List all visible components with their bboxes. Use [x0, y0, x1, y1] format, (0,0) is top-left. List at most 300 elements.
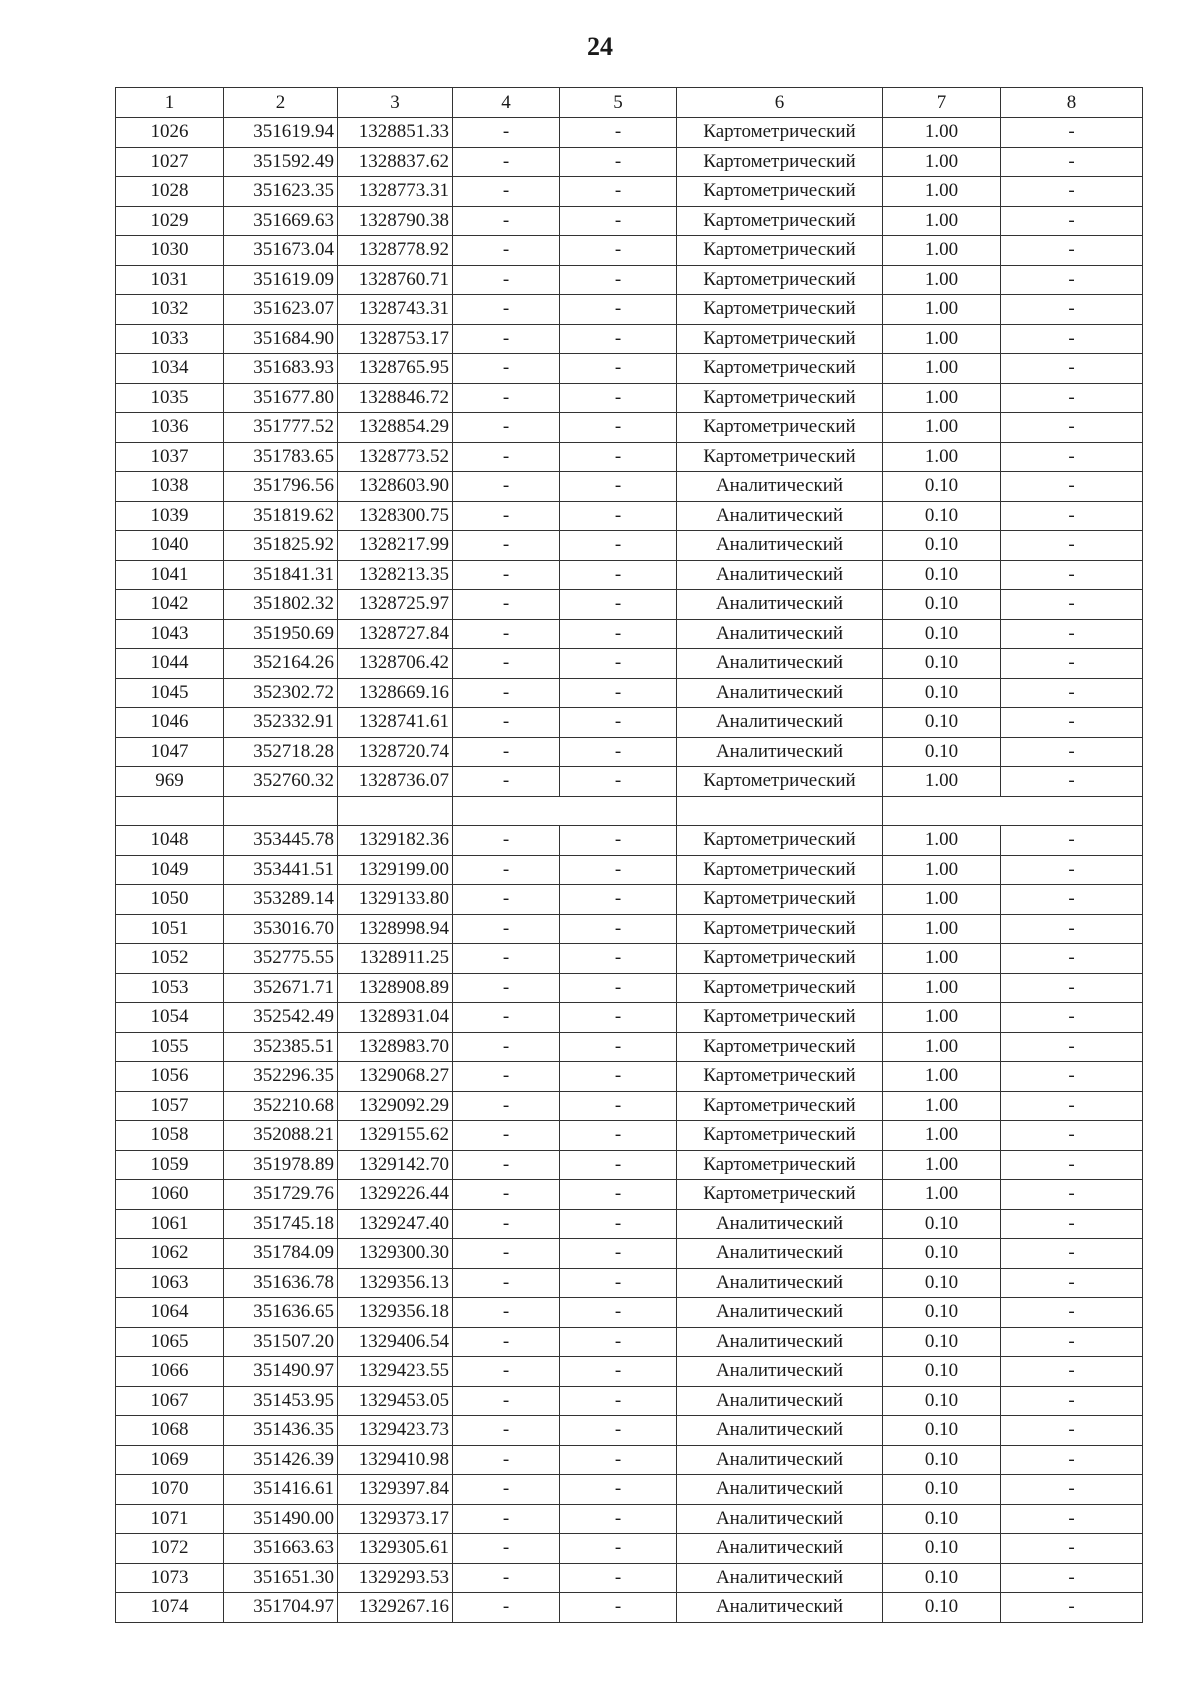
table-cell: - — [453, 560, 560, 590]
table-cell: Картометрический — [677, 147, 883, 177]
table-cell: 351784.09 — [224, 1239, 338, 1269]
table-cell: - — [1001, 1357, 1143, 1387]
table-cell: 1046 — [116, 708, 224, 738]
table-cell: 1329142.70 — [338, 1150, 453, 1180]
table-cell: 1329356.18 — [338, 1298, 453, 1328]
table-cell: 1.00 — [883, 1121, 1001, 1151]
table-cell: 1.00 — [883, 1091, 1001, 1121]
table-cell: 1070 — [116, 1475, 224, 1505]
table-cell — [116, 796, 224, 826]
table-cell: - — [453, 1091, 560, 1121]
column-header: 7 — [883, 88, 1001, 118]
table-cell: - — [453, 649, 560, 679]
table-cell: 1.00 — [883, 324, 1001, 354]
table-cell: 1054 — [116, 1003, 224, 1033]
table-cell: 1030 — [116, 236, 224, 266]
table-cell: 1.00 — [883, 118, 1001, 148]
table-cell: - — [560, 914, 677, 944]
column-header: 1 — [116, 88, 224, 118]
table-cell: - — [560, 1298, 677, 1328]
table-cell: - — [453, 147, 560, 177]
table-cell: - — [1001, 1563, 1143, 1593]
table-cell: 1059 — [116, 1150, 224, 1180]
table-cell: - — [1001, 442, 1143, 472]
table-cell: 1036 — [116, 413, 224, 443]
table-cell: 351673.04 — [224, 236, 338, 266]
table-cell: 1031 — [116, 265, 224, 295]
table-cell: 1.00 — [883, 1150, 1001, 1180]
table-cell: 1.00 — [883, 1003, 1001, 1033]
table-cell: - — [1001, 531, 1143, 561]
table-row — [116, 1209, 1143, 1239]
table-cell: 1329423.55 — [338, 1357, 453, 1387]
table-cell: Аналитический — [677, 708, 883, 738]
table-cell: - — [1001, 1150, 1143, 1180]
table-row — [116, 678, 1143, 708]
table-cell: 1062 — [116, 1239, 224, 1269]
table-cell: 1328753.17 — [338, 324, 453, 354]
table-cell: Картометрический — [677, 973, 883, 1003]
table-cell: 352775.55 — [224, 944, 338, 974]
table-cell: - — [1001, 206, 1143, 236]
table-cell: - — [453, 1357, 560, 1387]
table-row — [116, 236, 1143, 266]
table-row — [116, 708, 1143, 738]
table-cell: - — [560, 501, 677, 531]
table-cell: - — [453, 295, 560, 325]
table-row — [116, 973, 1143, 1003]
table-cell: 1328773.31 — [338, 177, 453, 207]
table-cell: 0.10 — [883, 472, 1001, 502]
table-cell: - — [453, 354, 560, 384]
table-cell: 1037 — [116, 442, 224, 472]
column-header: 3 — [338, 88, 453, 118]
table-cell: 0.10 — [883, 1563, 1001, 1593]
table-cell: Аналитический — [677, 619, 883, 649]
table-cell: - — [453, 442, 560, 472]
table-cell: - — [1001, 236, 1143, 266]
table-cell: - — [453, 1062, 560, 1092]
table-cell: - — [1001, 649, 1143, 679]
table-cell: 1069 — [116, 1445, 224, 1475]
table-cell: 1329199.00 — [338, 855, 453, 885]
table-cell: - — [1001, 1268, 1143, 1298]
table-row — [116, 1386, 1143, 1416]
table-cell: 1034 — [116, 354, 224, 384]
table-cell: 0.10 — [883, 590, 1001, 620]
table-cell: 351729.76 — [224, 1180, 338, 1210]
column-header: 5 — [560, 88, 677, 118]
table-row — [116, 118, 1143, 148]
table-cell: Аналитический — [677, 678, 883, 708]
table-cell: 351777.52 — [224, 413, 338, 443]
table-cell: - — [1001, 265, 1143, 295]
column-header: 8 — [1001, 88, 1143, 118]
table-cell: Картометрический — [677, 914, 883, 944]
table-cell: - — [1001, 590, 1143, 620]
table-cell: - — [1001, 737, 1143, 767]
table-cell: 0.10 — [883, 1327, 1001, 1357]
table-cell: - — [560, 885, 677, 915]
table-cell: - — [1001, 708, 1143, 738]
table-cell: - — [453, 1386, 560, 1416]
table-row — [116, 1593, 1143, 1623]
table-cell: - — [560, 324, 677, 354]
table-cell: 1033 — [116, 324, 224, 354]
table-cell: - — [1001, 1593, 1143, 1623]
table-cell: 1.00 — [883, 354, 1001, 384]
table-row — [116, 914, 1143, 944]
table-cell: 1329356.13 — [338, 1268, 453, 1298]
table-cell: 1328669.16 — [338, 678, 453, 708]
table-cell: - — [560, 265, 677, 295]
table-cell — [677, 796, 883, 826]
table-cell: 1.00 — [883, 855, 1001, 885]
coordinates-table — [115, 87, 1143, 1623]
table-cell: - — [560, 472, 677, 502]
table-cell: 1328743.31 — [338, 295, 453, 325]
table-cell: 1328603.90 — [338, 472, 453, 502]
table-cell: - — [453, 855, 560, 885]
table-row — [116, 295, 1143, 325]
table-cell: 1043 — [116, 619, 224, 649]
table-cell: - — [1001, 619, 1143, 649]
page-number: 24 — [587, 32, 613, 61]
table-cell: - — [1001, 885, 1143, 915]
table-cell: 0.10 — [883, 1386, 1001, 1416]
table-cell: Аналитический — [677, 737, 883, 767]
table-cell: 1040 — [116, 531, 224, 561]
table-cell: - — [453, 1003, 560, 1033]
table-row — [116, 442, 1143, 472]
table-cell: 0.10 — [883, 1504, 1001, 1534]
table-cell: - — [560, 531, 677, 561]
table-cell: Картометрический — [677, 1091, 883, 1121]
table-cell: 1328854.29 — [338, 413, 453, 443]
table-cell: - — [1001, 1416, 1143, 1446]
table-cell: 0.10 — [883, 1357, 1001, 1387]
table-cell: Картометрический — [677, 413, 883, 443]
table-cell: - — [1001, 826, 1143, 856]
table-cell: - — [560, 295, 677, 325]
table-row — [116, 1416, 1143, 1446]
table-cell: 1329226.44 — [338, 1180, 453, 1210]
table-cell: - — [1001, 1327, 1143, 1357]
table-row — [116, 501, 1143, 531]
table-cell: - — [560, 118, 677, 148]
table-cell: 1029 — [116, 206, 224, 236]
table-cell: Картометрический — [677, 1032, 883, 1062]
table-cell — [338, 796, 453, 826]
table-row — [116, 472, 1143, 502]
table-cell: Картометрический — [677, 1150, 883, 1180]
table-cell: - — [1001, 767, 1143, 797]
table-cell: 1329092.29 — [338, 1091, 453, 1121]
table-cell: 0.10 — [883, 1268, 1001, 1298]
table-cell: 352088.21 — [224, 1121, 338, 1151]
table-row — [116, 1062, 1143, 1092]
table-cell: - — [453, 619, 560, 649]
table-cell: - — [1001, 1062, 1143, 1092]
table-cell: Картометрический — [677, 206, 883, 236]
table-cell: 1.00 — [883, 265, 1001, 295]
table-cell: - — [1001, 1032, 1143, 1062]
table-cell: 351684.90 — [224, 324, 338, 354]
table-cell: - — [560, 1534, 677, 1564]
table-row — [116, 885, 1143, 915]
table-cell: 0.10 — [883, 1298, 1001, 1328]
table-cell: 0.10 — [883, 678, 1001, 708]
table-cell: - — [560, 590, 677, 620]
table-cell: - — [453, 1416, 560, 1446]
table-cell: 1.00 — [883, 236, 1001, 266]
table-cell: - — [453, 1593, 560, 1623]
table-cell: 0.10 — [883, 1475, 1001, 1505]
table-cell: 352302.72 — [224, 678, 338, 708]
table-cell: - — [560, 1327, 677, 1357]
table-cell: - — [453, 1239, 560, 1269]
table-cell: - — [1001, 1239, 1143, 1269]
table-cell: 1035 — [116, 383, 224, 413]
table-cell: - — [453, 1445, 560, 1475]
table-cell: 0.10 — [883, 501, 1001, 531]
table-cell: 1329293.53 — [338, 1563, 453, 1593]
table-cell: 353016.70 — [224, 914, 338, 944]
table-cell: 351636.78 — [224, 1268, 338, 1298]
table-cell: 1064 — [116, 1298, 224, 1328]
table-row — [116, 1563, 1143, 1593]
table-cell: - — [453, 826, 560, 856]
table-row — [116, 1121, 1143, 1151]
table-cell: - — [453, 177, 560, 207]
table-cell: - — [1001, 118, 1143, 148]
table-cell: 351623.35 — [224, 177, 338, 207]
table-cell: 351978.89 — [224, 1150, 338, 1180]
table-cell: 1328736.07 — [338, 767, 453, 797]
table-cell: 1057 — [116, 1091, 224, 1121]
table-cell: - — [1001, 147, 1143, 177]
table-cell: 0.10 — [883, 737, 1001, 767]
table-cell: 1.00 — [883, 206, 1001, 236]
table-cell: - — [560, 206, 677, 236]
table-cell: 1329373.17 — [338, 1504, 453, 1534]
table-cell: Картометрический — [677, 1180, 883, 1210]
table-row — [116, 1327, 1143, 1357]
table-cell: 1044 — [116, 649, 224, 679]
table-cell: 1329406.54 — [338, 1327, 453, 1357]
table-cell: - — [453, 265, 560, 295]
header-row — [116, 88, 1143, 118]
table-cell: - — [1001, 944, 1143, 974]
table-cell: 1.00 — [883, 1180, 1001, 1210]
table-cell: Аналитический — [677, 501, 883, 531]
table-cell: 1068 — [116, 1416, 224, 1446]
table-cell: - — [560, 1386, 677, 1416]
table-cell: Картометрический — [677, 265, 883, 295]
table-cell: 0.10 — [883, 1534, 1001, 1564]
table-cell: Аналитический — [677, 1239, 883, 1269]
table-cell: 1329300.30 — [338, 1239, 453, 1269]
table-cell: 1073 — [116, 1563, 224, 1593]
table-row-separator — [116, 796, 1143, 826]
table-cell: - — [453, 118, 560, 148]
table-cell: 351677.80 — [224, 383, 338, 413]
table-cell: 351704.97 — [224, 1593, 338, 1623]
table-cell: - — [560, 1180, 677, 1210]
table-cell: 1328998.94 — [338, 914, 453, 944]
table-cell: - — [560, 1504, 677, 1534]
table-cell: 1328837.62 — [338, 147, 453, 177]
table-cell: 351950.69 — [224, 619, 338, 649]
table-cell: Аналитический — [677, 1416, 883, 1446]
table-cell: 1.00 — [883, 1032, 1001, 1062]
table-cell: - — [453, 531, 560, 561]
table-cell: 1032 — [116, 295, 224, 325]
table-cell: Картометрический — [677, 236, 883, 266]
table-cell: 0.10 — [883, 649, 1001, 679]
table-cell: Картометрический — [677, 177, 883, 207]
table-cell: 353441.51 — [224, 855, 338, 885]
table-cell: 1027 — [116, 147, 224, 177]
table-cell: Картометрический — [677, 354, 883, 384]
table-cell: 353289.14 — [224, 885, 338, 915]
table-cell: - — [1001, 1504, 1143, 1534]
table-cell: 351490.00 — [224, 1504, 338, 1534]
table-cell: 352718.28 — [224, 737, 338, 767]
table-cell: 1328706.42 — [338, 649, 453, 679]
table-cell: - — [453, 1209, 560, 1239]
table-cell: - — [1001, 177, 1143, 207]
table-row — [116, 619, 1143, 649]
table-cell: 1328790.38 — [338, 206, 453, 236]
table-cell: Аналитический — [677, 472, 883, 502]
column-header: 6 — [677, 88, 883, 118]
table-row — [116, 1268, 1143, 1298]
table-cell: 1066 — [116, 1357, 224, 1387]
table-cell: Аналитический — [677, 590, 883, 620]
table-cell: - — [560, 1003, 677, 1033]
table-cell: 1047 — [116, 737, 224, 767]
table-cell: 1.00 — [883, 177, 1001, 207]
table-row — [116, 324, 1143, 354]
table-cell: - — [560, 413, 677, 443]
table-cell: 1.00 — [883, 147, 1001, 177]
table-cell: - — [453, 1032, 560, 1062]
table-cell: 352210.68 — [224, 1091, 338, 1121]
table-cell: - — [560, 1445, 677, 1475]
table-cell: - — [453, 944, 560, 974]
table-cell: 1329453.05 — [338, 1386, 453, 1416]
table-cell: - — [1001, 1386, 1143, 1416]
table-cell — [1001, 796, 1143, 826]
table-cell: 351825.92 — [224, 531, 338, 561]
table-cell: 1071 — [116, 1504, 224, 1534]
table-cell: 1329068.27 — [338, 1062, 453, 1092]
table-row — [116, 1239, 1143, 1269]
table-cell: 0.10 — [883, 708, 1001, 738]
table-cell: - — [1001, 501, 1143, 531]
table-cell: - — [560, 855, 677, 885]
table-cell: 351819.62 — [224, 501, 338, 531]
table-cell: 1074 — [116, 1593, 224, 1623]
table-cell: 351796.56 — [224, 472, 338, 502]
table-cell: - — [453, 472, 560, 502]
table-cell: - — [560, 619, 677, 649]
table-cell: Картометрический — [677, 1121, 883, 1151]
table-cell: Аналитический — [677, 1357, 883, 1387]
table-row — [116, 855, 1143, 885]
table-cell: 1058 — [116, 1121, 224, 1151]
table-cell: - — [1001, 1534, 1143, 1564]
table-cell: 1328213.35 — [338, 560, 453, 590]
table-cell: Картометрический — [677, 885, 883, 915]
table-cell: Картометрический — [677, 826, 883, 856]
table-cell: - — [1001, 1475, 1143, 1505]
table-cell: 351683.93 — [224, 354, 338, 384]
table-cell: - — [1001, 324, 1143, 354]
table-cell: 1067 — [116, 1386, 224, 1416]
table-cell: 0.10 — [883, 1209, 1001, 1239]
table-cell: 0.10 — [883, 619, 1001, 649]
table-cell: - — [453, 914, 560, 944]
table-cell: Аналитический — [677, 1504, 883, 1534]
table-cell: - — [560, 973, 677, 1003]
table-cell: 1.00 — [883, 826, 1001, 856]
table-cell: 1051 — [116, 914, 224, 944]
table-row — [116, 265, 1143, 295]
table-cell: Картометрический — [677, 767, 883, 797]
table-cell: 352296.35 — [224, 1062, 338, 1092]
table-cell: - — [560, 354, 677, 384]
table-cell: 351651.30 — [224, 1563, 338, 1593]
table-cell: Картометрический — [677, 295, 883, 325]
table-cell: - — [1001, 472, 1143, 502]
table-cell: 352164.26 — [224, 649, 338, 679]
table-row — [116, 383, 1143, 413]
table-row — [116, 1150, 1143, 1180]
table-row — [116, 1504, 1143, 1534]
table-row — [116, 826, 1143, 856]
table-cell: 1026 — [116, 118, 224, 148]
table-cell: Аналитический — [677, 1327, 883, 1357]
table-cell: 351490.97 — [224, 1357, 338, 1387]
table-row — [116, 590, 1143, 620]
table-cell: - — [1001, 354, 1143, 384]
table-cell: 1048 — [116, 826, 224, 856]
table-cell: Аналитический — [677, 1475, 883, 1505]
table-cell: 1328760.71 — [338, 265, 453, 295]
table-cell: 1328725.97 — [338, 590, 453, 620]
table-cell: - — [560, 1062, 677, 1092]
table-cell: - — [1001, 383, 1143, 413]
table-row — [116, 1475, 1143, 1505]
table-cell: 1028 — [116, 177, 224, 207]
table-cell: 1329305.61 — [338, 1534, 453, 1564]
table-cell: 1041 — [116, 560, 224, 590]
table-cell: - — [453, 737, 560, 767]
table-cell: - — [453, 383, 560, 413]
table-cell: 1329410.98 — [338, 1445, 453, 1475]
table-cell: Аналитический — [677, 560, 883, 590]
table-cell: - — [560, 442, 677, 472]
table-cell: 353445.78 — [224, 826, 338, 856]
table-cell: Аналитический — [677, 1534, 883, 1564]
table-cell: 351426.39 — [224, 1445, 338, 1475]
table-cell: 0.10 — [883, 1593, 1001, 1623]
table-row — [116, 649, 1143, 679]
table-cell: - — [1001, 914, 1143, 944]
table-cell: 1.00 — [883, 383, 1001, 413]
